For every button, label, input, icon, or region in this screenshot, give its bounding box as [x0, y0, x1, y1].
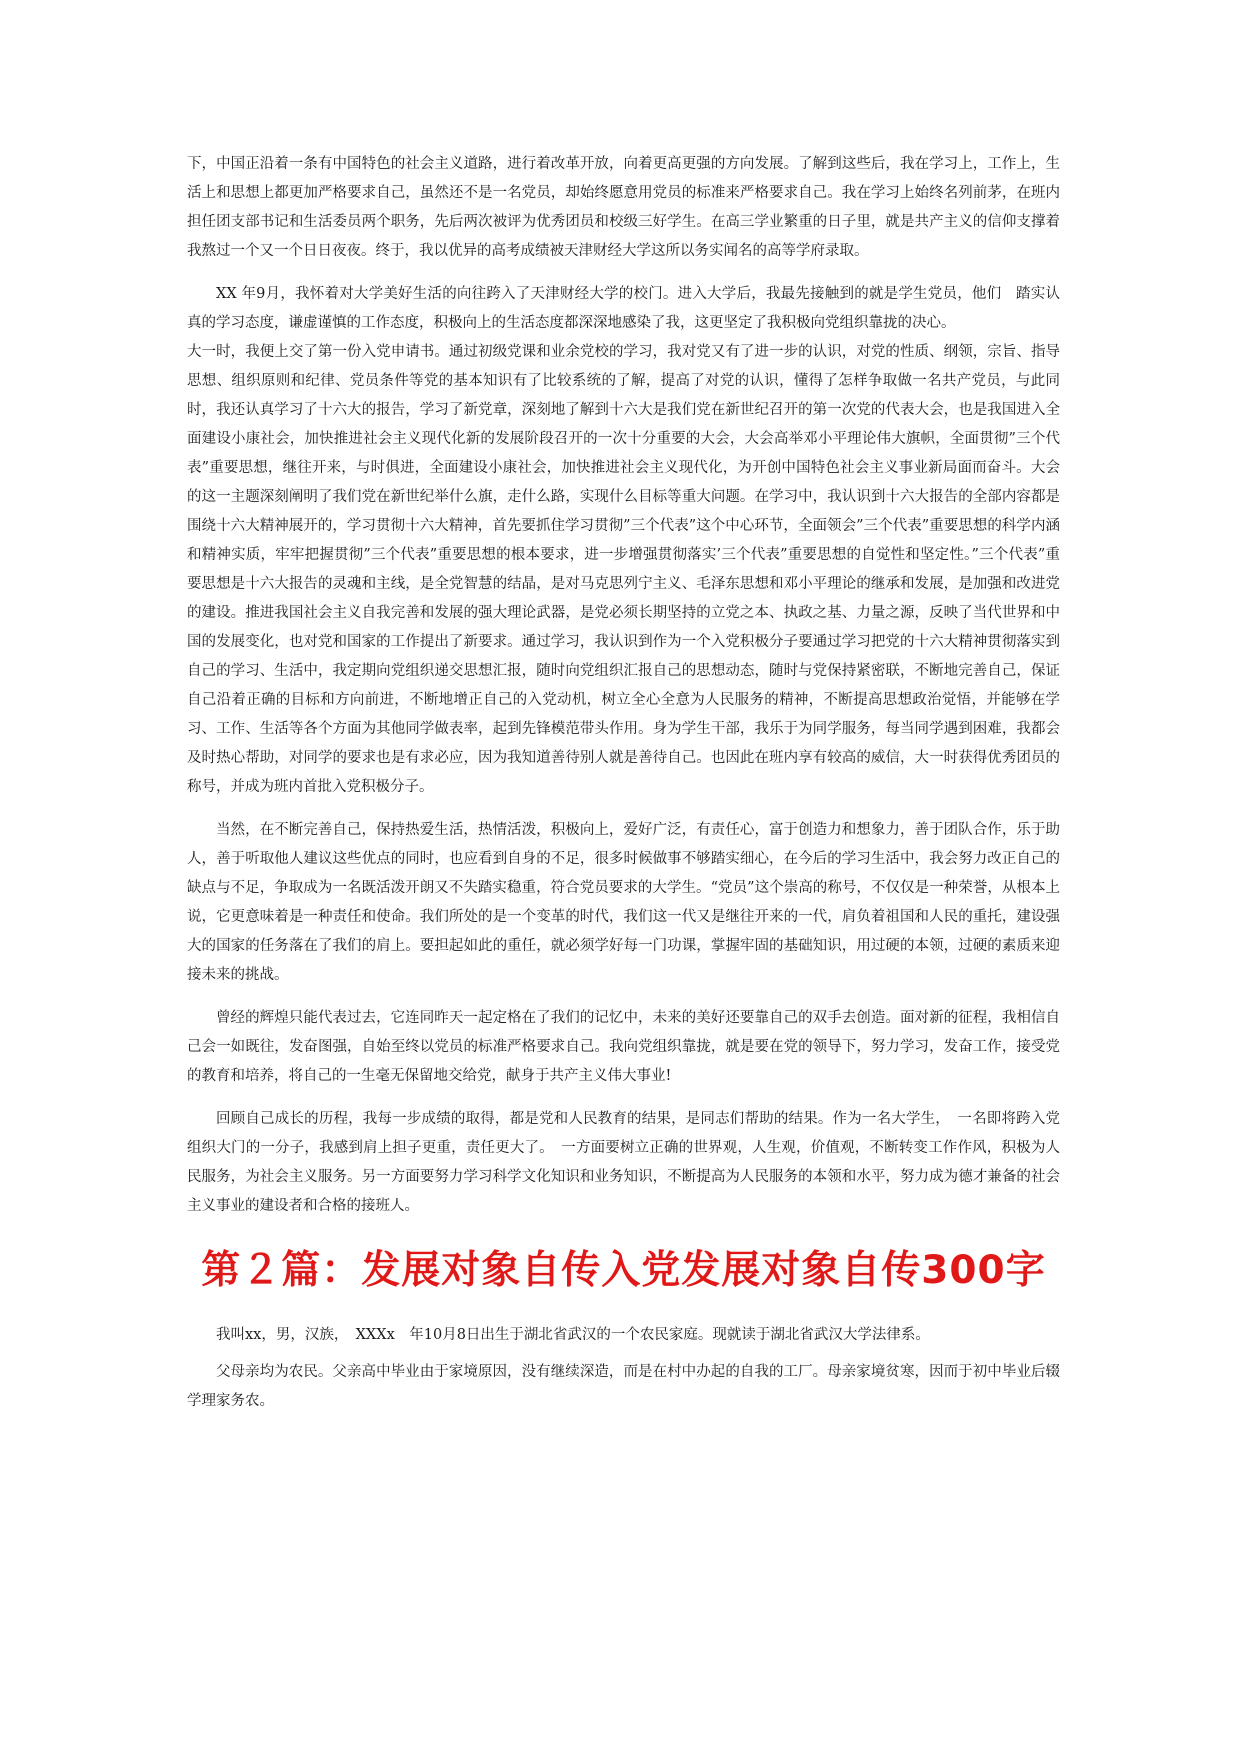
- paragraph-7: 我叫xx，男，汉族， XXXx 年10月8日出生于湖北省武汉的一个农民家庭。现就读于湖北省武汉大学法律系。: [216, 1327, 930, 1343]
- paragraph-8: 父母亲均为农民。父亲高中毕业由于家境原因，没有继续深造，而是在村中办起的自我的工厂。母亲家境贫寒，因而于初中毕业后辍学理家务农。: [187, 1364, 1060, 1409]
- paragraph-3: 大一时，我便上交了第一份入党申请书。通过初级党课和业余党校的学习，我对党又有了进一步的认识，对党的性质、纲领，宗旨、指导思想、组织原则和纪律、党员条件等党的基本知识有了比较系统的了解，提高了对党的认识，懂得了怎样争取做一名共产党员，与此同时，我还认真学习了十六大的报告，学习了新党章，深刻地了解到十六大是我们党在新世纪召开的第一次党的代表大会，也是我国进入全面建设小康社会，加快推进社会主义现代化新的发展阶段召开的一次十分重要的大会，大会高举邓小平理论伟大旗帜，全面贯彻”三个代表”重要思想，继往开来，与时俱进，全面建设小康社会，加快推进社会主义现代化，为开创中国特色社会主义事业新局面而奋斗。大会的这一主题深刻阐明了我们党在新世纪举什么旗，走什么路，实现什么目标等重大问题。在学习中，我认识到十六大报告的全部内容都是围绕十六大精神展开的，学习贯彻十六大精神，首先要抓住学习贯彻”三个代表”这个中心环节，全面领会”三个代表”重要思想的科学内涵和精神实质，牢牢把握贯彻”三个代表”重要思想的根本要求，进一步增强贯彻落实’三个代表”重要思想的自觉性和坚定性。”三个代表”重要思想是十六大报告的灵魂和主线，是全党智慧的结晶，是对马克思列宁主义、毛泽东思想和邓小平理论的继承和发展，是加强和改进党的建设。推进我国社会主义自我完善和发展的强大理论武器，是党必须长期坚持的立党之本、执政之基、力量之源，反映了当代世界和中国的发展变化，也对党和国家的工作提出了新要求。通过学习，我认识到作为一个入党积极分子要通过学习把党的十六大精神贯彻落实到自己的学习、生活中，我定期向党组织递交思想汇报，随时向党组织汇报自己的思想动态，随时与党保持紧密联，不断地完善自己，保证自己沿着正确的目标和方向前进，不断地增正自己的入党动机，树立全心全意为人民服务的精神，不断提高思想政治觉悟，并能够在学习、工作、生活等各个方面为其他同学做表率，起到先锋模范带头作用。身为学生干部，我乐于为同学服务，每当同学遇到困难，我都会及时热心帮助，对同学的要求也是有求必应，因为我知道善待别人就是善待自己。也因此在班内享有较高的威信，大一时获得优秀团员的称号，并成为班内首批入党积极分子。: [187, 344, 1060, 795]
- paragraph-2: XX 年9月，我怀着对大学美好生活的向往跨入了天津财经大学的校门。进入大学后，我最先接触到的就是学生党员，他们 踏实认真的学习态度，谦虚谨慎的工作态度，积极向上的生活态度都深深地感染了我，这更坚定了我积极向党组织靠拢的决心。: [187, 286, 1060, 331]
- paragraph-1: 下，中国正沿着一条有中国特色的社会主义道路，进行着改革开放，向着更高更强的方向发展。了解到这些后，我在学习上，工作上，生活上和思想上都更加严格要求自己，虽然还不是一名党员，却始终愿意用党员的标准来严格要求自己。我在学习上始终名列前茅，在班内担任团支部书记和生活委员两个职务，先后两次被评为优秀团员和校级三好学生。在高三学业繁重的日子里，就是共产主义的信仰支撑着我熬过一个又一个日日夜夜。终于，我以优异的高考成绩被天津财经大学这所以务实闻名的高等学府录取。: [187, 156, 1060, 259]
- paragraph-5: 曾经的辉煌只能代表过去，它连同昨天一起定格在了我们的记忆中，未来的美好还要靠自己的双手去创造。面对新的征程，我相信自己会一如既往，发奋图强，自始至终以党员的标准严格要求自己。我向党组织靠拢，就是要在党的领导下，努力学习，发奋工作，接受党的教育和培养，将自己的一生毫无保留地交给党，献身于共产主义伟大事业!: [187, 1010, 1060, 1084]
- paragraph-4: 当然，在不断完善自己，保持热爱生活，热情活泼，积极向上，爱好广泛，有责任心，富于创造力和想象力，善于团队合作，乐于助人，善于听取他人建议这些优点的同时，也应看到自身的不足，很多时候做事不够踏实细心，在今后的学习生活中，我会努力改正自己的缺点与不足，争取成为一名既活泼开朗又不失踏实稳重，符合党员要求的大学生。“党员”这个崇高的称号，不仅仅是一种荣誉，从根本上说，它更意味着是一种责任和使命。我们所处的是一个变革的时代，我们这一代又是继往开来的一代，肩负着祖国和人民的重托，建设强大的国家的任务落在了我们的肩上。要担起如此的重任，就必须学好每一门功课，掌握牢固的基础知识，用过硬的本领，过硬的素质来迎接未来的挑战。: [187, 822, 1060, 983]
- section-heading: 第２篇：发展对象自传入党发展对象自传300字: [201, 1248, 1046, 1293]
- paragraph-6: 回顾自己成长的历程，我每一步成绩的取得，都是党和人民教育的结果，是同志们帮助的结果。作为一名大学生， 一名即将跨入党组织大门的一分子，我感到肩上担子更重，责任更大了。 一方面要树立正确的世界观，人生观，价值观，不断转变工作作风，积极为人民服务，为社会主义服务。另一方面要努力学习科学文化知识和业务知识，不断提高为人民服务的本领和水平，努力成为德才兼备的社会主义事业的建设者和合格的接班人。: [187, 1111, 1060, 1214]
- document-page: [187, 150, 1060, 1416]
